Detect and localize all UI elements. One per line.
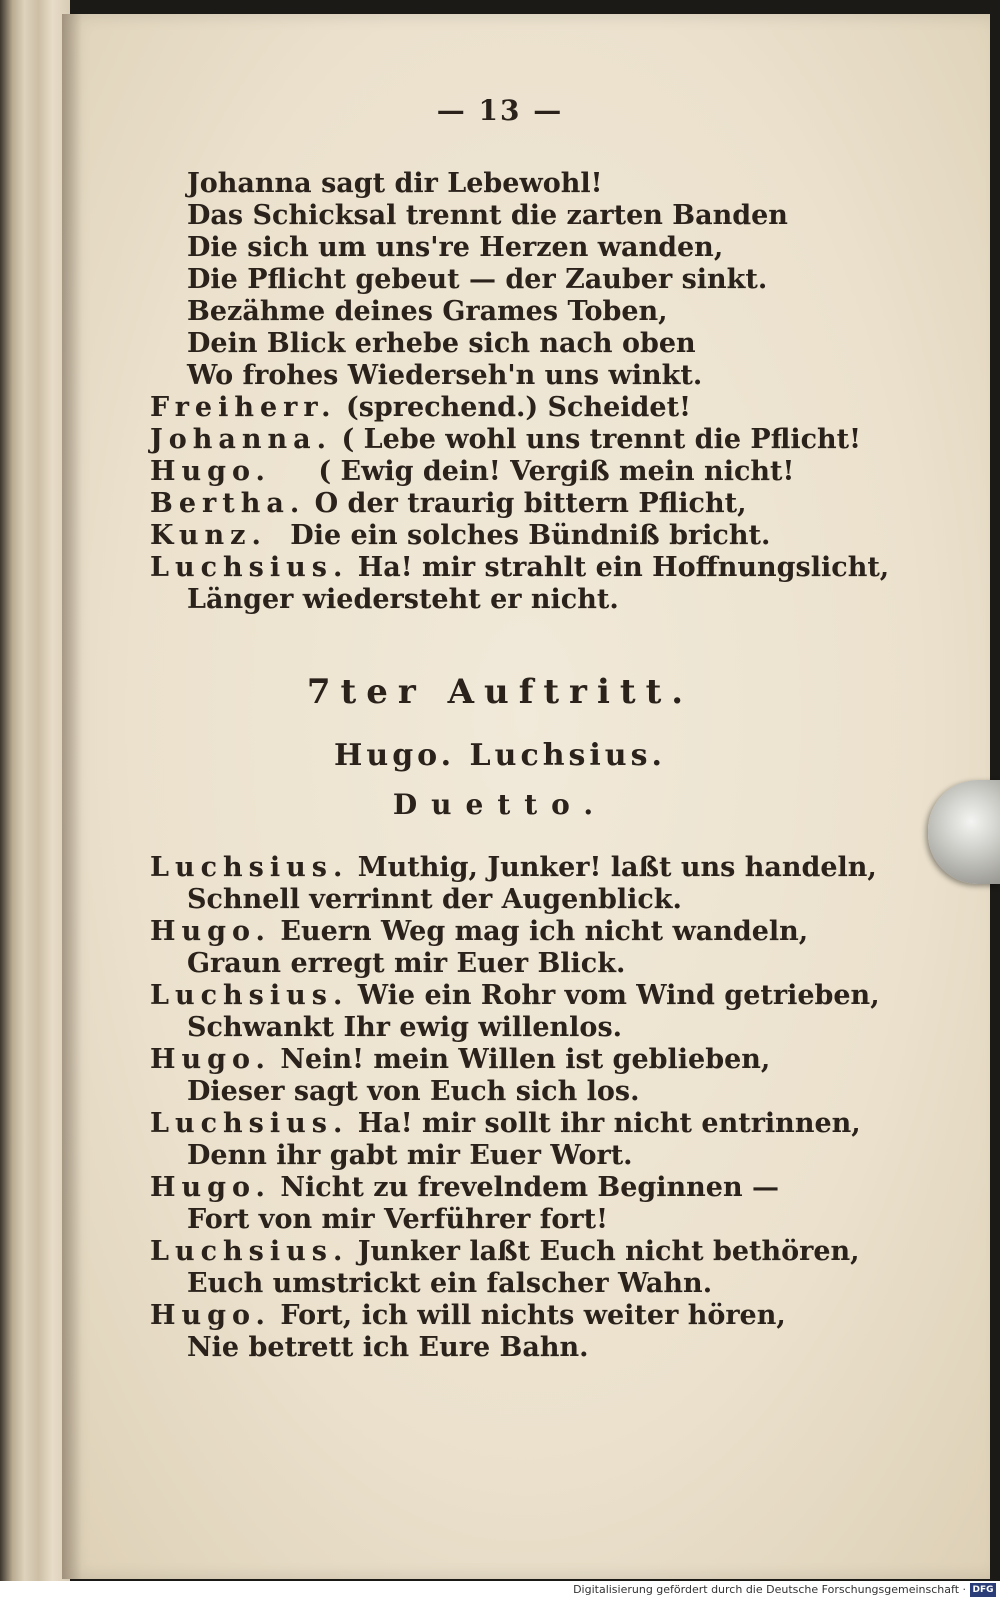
verse-line: Nie betrett ich Eure Bahn.	[187, 1332, 589, 1363]
speaker-name: Bertha.	[150, 488, 306, 519]
speaker-name: Hugo.	[150, 916, 271, 947]
verse-line: Johanna sagt dir Lebewohl!	[187, 168, 603, 199]
speaker-line: Hugo. ( Ewig dein! Vergiß mein nicht!	[150, 456, 795, 487]
verse-line: Denn ihr gabt mir Euer Wort.	[187, 1140, 633, 1171]
speaker-line: Hugo. Nicht zu frevelndem Beginnen —	[150, 1172, 780, 1203]
digitization-credit: Digitalisierung gefördert durch die Deutsche Forschungsgemeinschaft ·	[0, 1581, 1000, 1599]
speaker-line: Freiherr. (sprechend.) Scheidet!	[150, 392, 691, 423]
verse-line: Dieser sagt von Euch sich los.	[187, 1076, 640, 1107]
speaker-line: Luchsius. Junker laßt Euch nicht bethören,	[150, 1236, 860, 1267]
speaker-line: Hugo. Euern Weg mag ich nicht wandeln,	[150, 916, 809, 947]
speaker-name: Luchsius.	[150, 552, 349, 583]
speaker-line: Luchsius. Wie ein Rohr vom Wind getrieben,	[150, 980, 880, 1011]
verse-line: Die sich um uns're Herzen wanden,	[187, 232, 724, 263]
speaker-line: Johanna. ( Lebe wohl uns trennt die Pflicht!	[150, 424, 861, 455]
speaker-name: Luchsius.	[150, 1108, 349, 1139]
verse-line: Schwankt Ihr ewig willenlos.	[187, 1012, 623, 1043]
verse-line: Länger wiedersteht er nicht.	[187, 584, 619, 615]
scene-characters: Hugo. Luchsius.	[334, 738, 666, 773]
speaker-line: Luchsius. Muthig, Junker! laßt uns handeln,	[150, 852, 877, 883]
speaker-line: Luchsius. Ha! mir sollt ihr nicht entrinnen,	[150, 1108, 861, 1139]
speaker-name: Hugo.	[150, 1172, 271, 1203]
speaker-line: Luchsius. Ha! mir strahlt ein Hoffnungslicht,	[150, 552, 890, 583]
scene-subtitle: Duetto.	[392, 788, 608, 821]
speaker-name: Hugo.	[150, 1044, 271, 1075]
speaker-line: Hugo. Nein! mein Willen ist geblieben,	[150, 1044, 771, 1075]
speaker-name: Kunz.	[150, 520, 267, 551]
verse-line: Das Schicksal trennt die zarten Banden	[187, 200, 788, 231]
speaker-name: Luchsius.	[150, 852, 349, 883]
speaker-name: Luchsius.	[150, 1236, 349, 1267]
speaker-name: Hugo.	[150, 456, 271, 487]
verse-line: Euch umstrickt ein falscher Wahn.	[187, 1268, 713, 1299]
verse-line: Graun erregt mir Euer Blick.	[187, 948, 626, 979]
speaker-name: Johanna.	[150, 424, 333, 455]
scene-heading: 7ter Auftritt.	[306, 672, 694, 712]
verse-line: Wo frohes Wiederseh'n uns winkt.	[187, 360, 703, 391]
verse-line: Schnell verrinnt der Augenblick.	[187, 884, 682, 915]
speaker-name: Luchsius.	[150, 980, 349, 1011]
verse-line: Fort von mir Verführer fort!	[187, 1204, 608, 1235]
speaker-line: Kunz. Die ein solches Bündniß bricht.	[150, 520, 771, 551]
page-number: — 13 —	[436, 94, 564, 127]
verse-line: Dein Blick erhebe sich nach oben	[187, 328, 696, 359]
verse-line: Bezähme deines Grames Toben,	[187, 296, 668, 327]
speaker-line: Bertha. O der traurig bittern Pflicht,	[150, 488, 747, 519]
speaker-line: Hugo. Fort, ich will nichts weiter hören,	[150, 1300, 786, 1331]
dfg-logo: DFG	[970, 1583, 996, 1597]
verse-line: Die Pflicht gebeut — der Zauber sinkt.	[187, 264, 768, 295]
speaker-name: Freiherr.	[150, 392, 337, 423]
speaker-name: Hugo.	[150, 1300, 271, 1331]
